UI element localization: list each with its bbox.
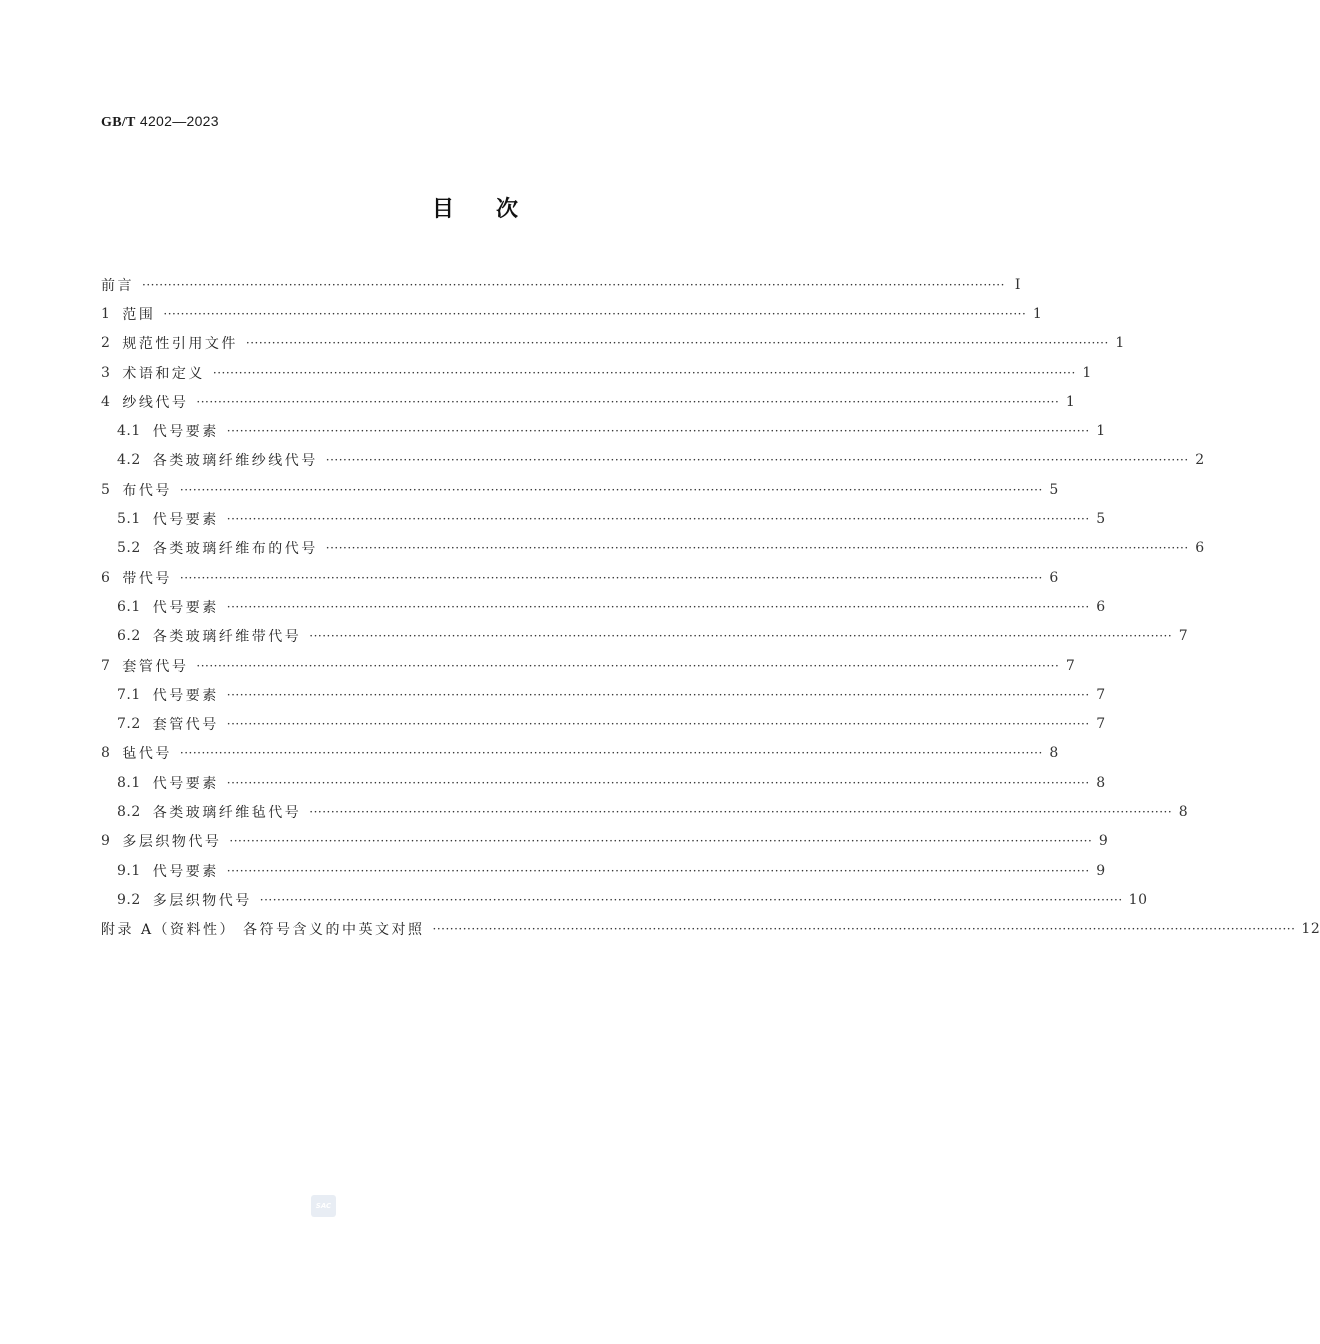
toc-entry-label: 规范性引用文件	[122, 336, 238, 353]
toc-entry-number: 4	[101, 393, 111, 410]
toc-entry-label: 术语和定义	[122, 365, 205, 382]
toc-entry-page: 7	[1178, 628, 1189, 645]
toc-entry[interactable]	[101, 622, 1189, 651]
toc-entry-number: 1	[101, 305, 111, 322]
toc-entry[interactable]	[101, 446, 1205, 475]
toc-entry-number: 6.1	[117, 598, 141, 615]
toc-dot-leader: ········································································································································································································	[196, 658, 1060, 673]
toc-entry[interactable]	[101, 739, 1059, 768]
toc-entry-label: 附录 A（资料性） 各符号含义的中英文对照	[101, 922, 425, 939]
toc-entry-label: 代号要素	[152, 687, 219, 704]
toc-entry[interactable]	[101, 651, 1076, 680]
toc-entry-page: 12	[1301, 921, 1320, 938]
toc-entry-page: 7	[1096, 686, 1106, 703]
toc-entry-number: 8.1	[117, 774, 141, 791]
toc-entry-page: 7	[1065, 657, 1076, 674]
toc-entry-number: 8.2	[117, 803, 141, 820]
standard-code	[101, 113, 219, 131]
toc-dot-leader: ········································································································································································································	[325, 541, 1189, 556]
toc-dot-leader: ········································································································································································································	[196, 394, 1060, 409]
table-of-contents	[101, 270, 1320, 944]
toc-entry-page: 1	[1115, 335, 1125, 352]
toc-entry-page: 2	[1195, 452, 1205, 469]
toc-entry-number: 4.2	[117, 452, 141, 469]
toc-entry-number: 5.1	[117, 511, 141, 528]
toc-entry-number: 5.2	[117, 540, 141, 557]
toc-entry-number: 6.2	[117, 628, 141, 645]
toc-entry-label: 代号要素	[152, 599, 219, 616]
toc-dot-leader: ········································································································································································································	[226, 512, 1090, 527]
toc-dot-leader: ········································································································································································································	[163, 306, 1027, 321]
toc-entry-number: 7	[101, 657, 111, 674]
toc-entry-label: 各类玻璃纤维布的代号	[152, 541, 318, 558]
toc-dot-leader: ········································································································································································································	[229, 834, 1093, 849]
toc-entry-label: 代号要素	[152, 863, 219, 880]
toc-dot-leader: ········································································································································································································	[179, 482, 1043, 497]
standard-prefix: GB/T	[101, 115, 136, 130]
toc-dot-leader: ········································································································································································································	[325, 453, 1189, 468]
toc-entry-number: 5	[101, 481, 111, 498]
toc-entry-label: 毡代号	[122, 746, 172, 763]
toc-entry-number: 7.2	[117, 716, 141, 733]
toc-dot-leader: ········································································································································································································	[309, 629, 1173, 644]
toc-entry[interactable]	[101, 299, 1043, 328]
sac-watermark-logo: SAC	[311, 1195, 336, 1217]
toc-entry-page: 1	[1032, 305, 1043, 322]
toc-entry-page: 1	[1065, 393, 1076, 410]
toc-entry-page: 9	[1096, 862, 1106, 879]
toc-entry-page: 6	[1096, 598, 1106, 615]
toc-entry-page: 9	[1098, 833, 1109, 850]
toc-entry-page: 6	[1195, 540, 1205, 557]
toc-entry[interactable]	[101, 270, 1021, 299]
toc-entry-page: Ⅰ	[1014, 276, 1021, 293]
toc-entry-label: 带代号	[122, 570, 172, 587]
toc-entry-label: 各类玻璃纤维纱线代号	[152, 453, 318, 470]
toc-entry-page: 1	[1096, 423, 1106, 440]
toc-dot-leader: ········································································································································································································	[179, 746, 1043, 761]
toc-dot-leader: ········································································································································································································	[179, 570, 1043, 585]
toc-dot-leader: ········································································································································································································	[212, 365, 1076, 380]
toc-entry-page: 8	[1178, 803, 1189, 820]
toc-entry-page: 8	[1096, 774, 1106, 791]
toc-entry-number: 2	[101, 335, 111, 352]
toc-entry[interactable]	[101, 592, 1106, 621]
toc-entry[interactable]	[101, 768, 1106, 797]
toc-dot-leader: ········································································································································································································	[309, 804, 1173, 819]
toc-entry-label: 纱线代号	[122, 394, 189, 411]
toc-entry-number: 7.1	[117, 686, 141, 703]
toc-entry-page: 1	[1082, 364, 1092, 381]
toc-entry-page: 6	[1049, 569, 1059, 586]
toc-entry-label: 代号要素	[152, 775, 219, 792]
toc-entry-page: 5	[1096, 511, 1106, 528]
toc-entry-page: 7	[1096, 716, 1106, 733]
toc-entry-number: 9	[101, 833, 111, 850]
toc-dot-leader: ········································································································································································································	[226, 687, 1090, 702]
toc-entry-label: 代号要素	[152, 424, 219, 441]
toc-entry-page: 10	[1128, 891, 1148, 908]
toc-entry-label: 布代号	[122, 482, 172, 499]
toc-entry-label: 套管代号	[152, 717, 219, 734]
toc-entry-label: 代号要素	[152, 512, 219, 529]
toc-entry[interactable]	[101, 797, 1189, 826]
toc-entry[interactable]	[101, 856, 1106, 885]
toc-dot-leader: ········································································································································································································	[226, 424, 1090, 439]
toc-entry[interactable]	[101, 680, 1106, 709]
toc-entry-page: 5	[1049, 481, 1059, 498]
standard-number: 4202—2023	[139, 113, 219, 129]
toc-entry-label: 各类玻璃纤维带代号	[152, 629, 302, 646]
toc-entry-label: 前言	[101, 277, 134, 294]
toc-entry-number: 4.1	[117, 423, 141, 440]
toc-entry-number: 9.2	[117, 891, 141, 908]
page-title: 目次	[431, 197, 560, 222]
toc-entry[interactable]	[101, 563, 1059, 592]
toc-entry-page: 8	[1049, 745, 1059, 762]
toc-entry[interactable]	[101, 827, 1109, 856]
toc-entry[interactable]	[101, 416, 1106, 445]
toc-dot-leader: ········································································································································································································	[142, 277, 1005, 292]
toc-entry[interactable]	[101, 504, 1106, 533]
toc-entry-label: 各类玻璃纤维毡代号	[152, 804, 302, 821]
toc-entry[interactable]	[101, 387, 1076, 416]
toc-entry[interactable]	[101, 915, 1320, 944]
toc-entry-number: 3	[101, 364, 111, 381]
toc-entry-number: 6	[101, 569, 111, 586]
toc-dot-leader: ········································································································································································································	[432, 922, 1296, 937]
toc-entry[interactable]	[101, 534, 1205, 563]
toc-entry[interactable]	[101, 358, 1092, 387]
toc-dot-leader: ········································································································································································································	[226, 599, 1090, 614]
toc-entry[interactable]	[101, 475, 1059, 504]
toc-entry-label: 范围	[122, 306, 156, 323]
toc-dot-leader: ········································································································································································································	[226, 863, 1090, 878]
toc-entry-number: 8	[101, 745, 111, 762]
toc-dot-leader: ········································································································································································································	[226, 717, 1090, 732]
toc-entry[interactable]	[101, 329, 1125, 358]
toc-entry[interactable]	[101, 709, 1106, 738]
toc-dot-leader: ········································································································································································································	[226, 775, 1090, 790]
toc-entry-label: 套管代号	[122, 658, 189, 675]
toc-entry-number: 9.1	[117, 862, 141, 879]
toc-dot-leader: ········································································································································································································	[259, 892, 1123, 907]
toc-entry[interactable]	[101, 885, 1148, 914]
toc-dot-leader: ········································································································································································································	[245, 336, 1109, 351]
toc-entry-label: 多层织物代号	[122, 834, 222, 851]
toc-entry-label: 多层织物代号	[152, 892, 252, 909]
